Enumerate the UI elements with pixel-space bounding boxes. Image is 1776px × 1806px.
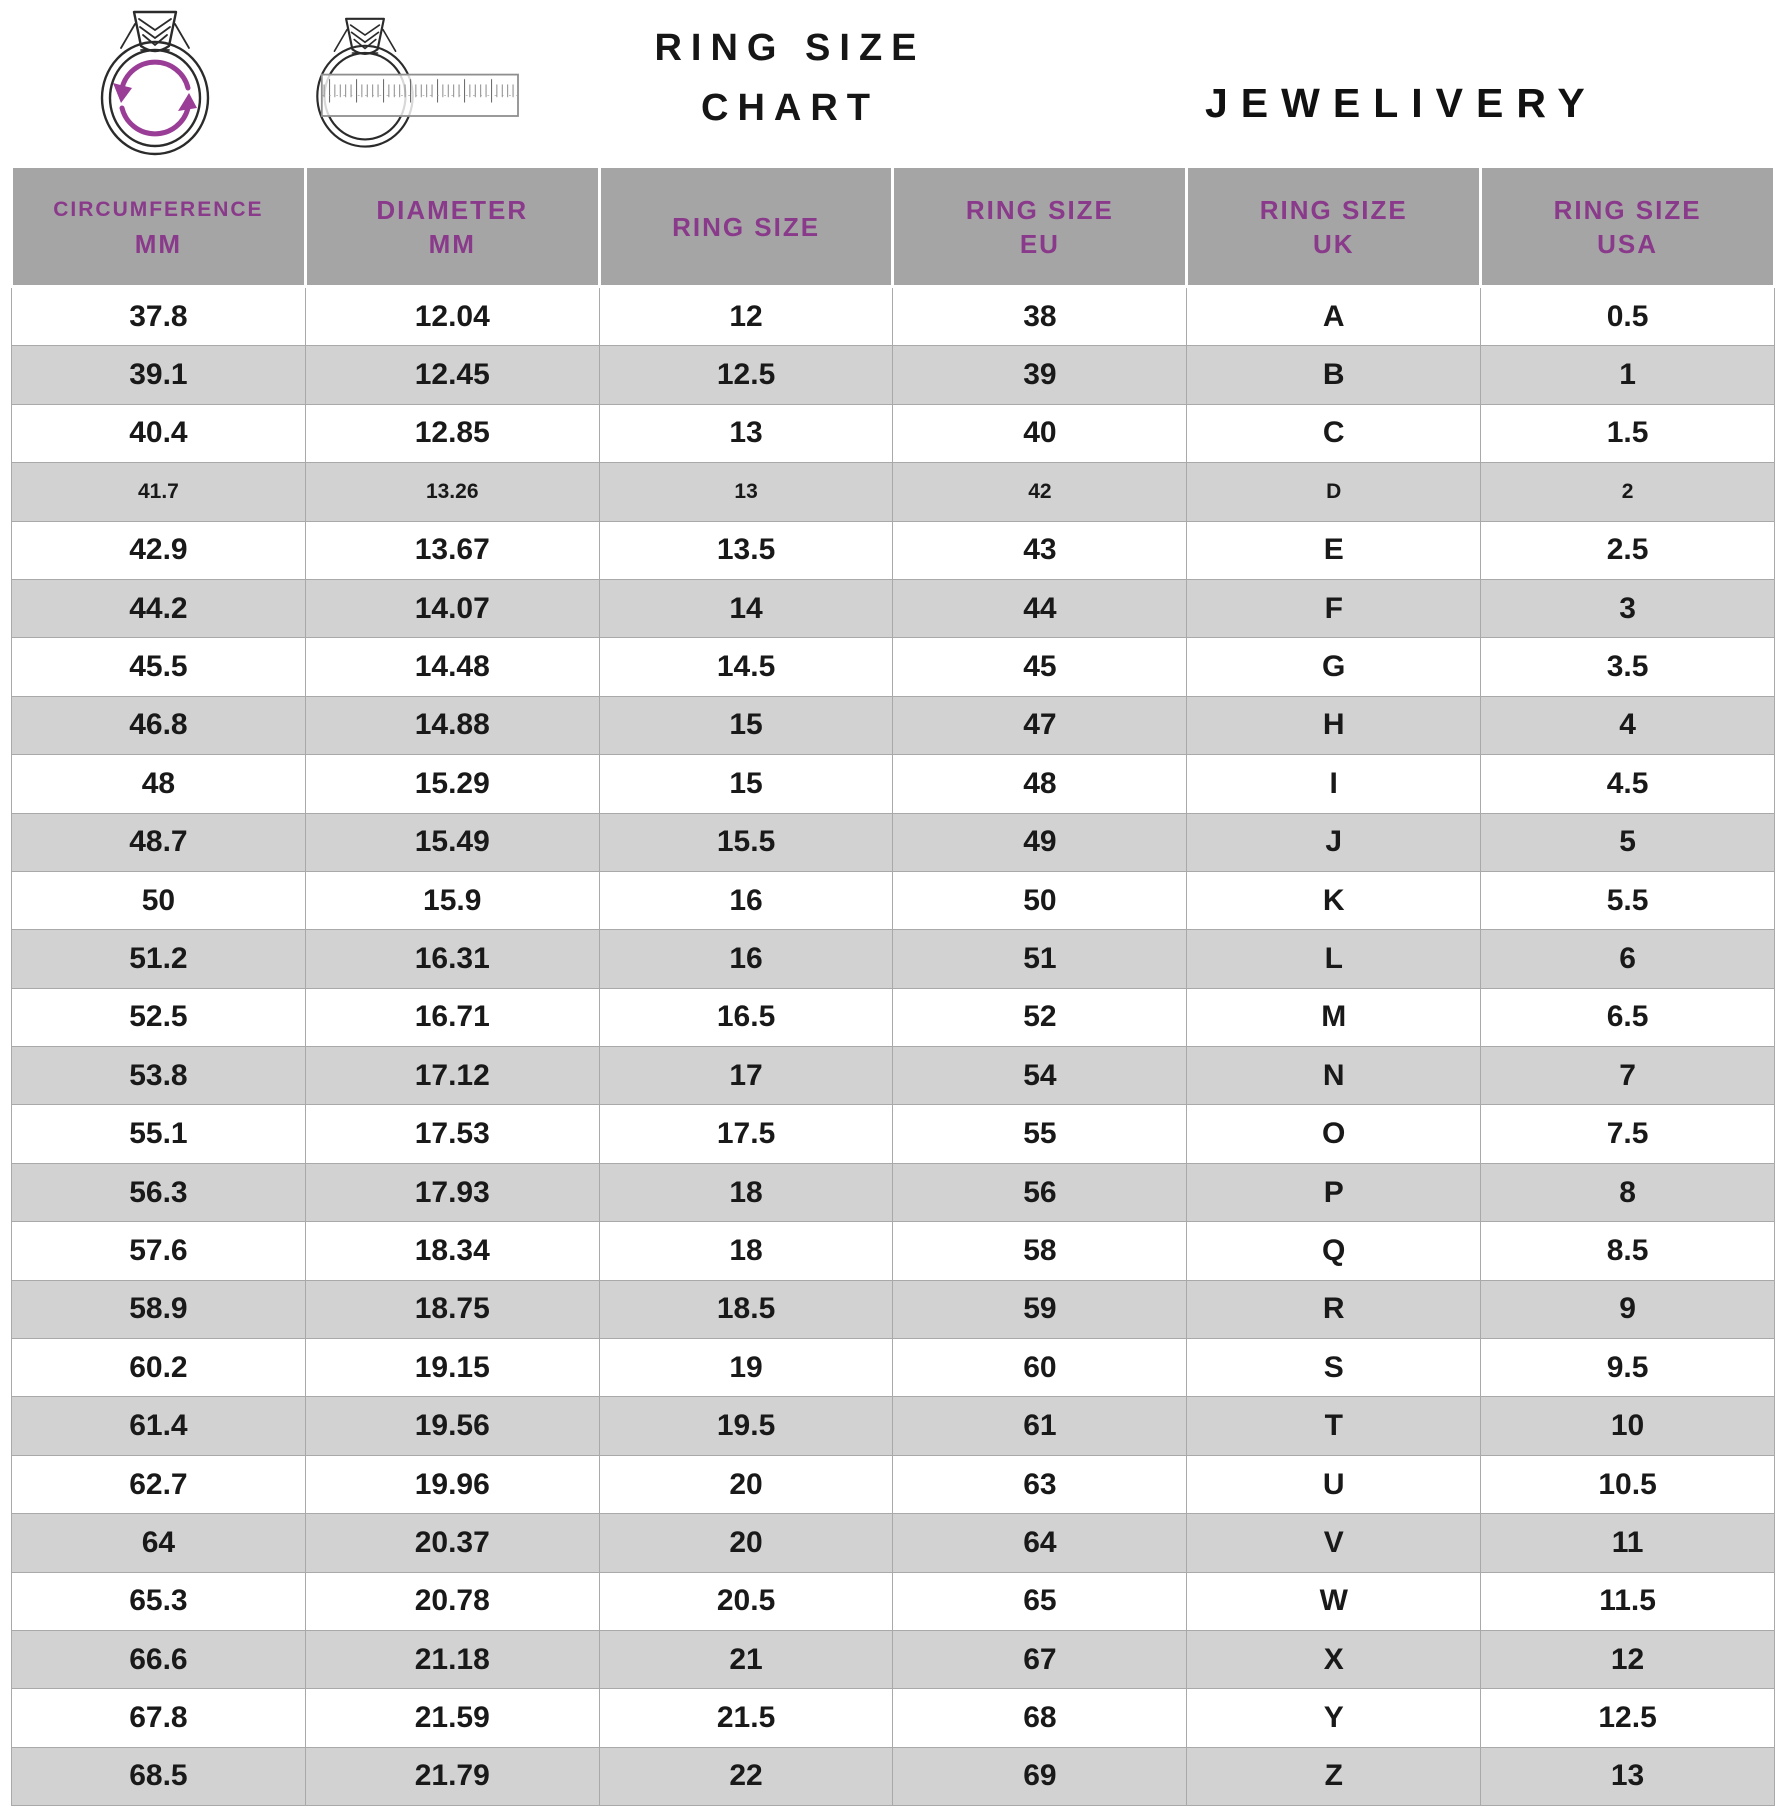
table-cell: 8.5 [1481, 1222, 1775, 1280]
table-cell: 52 [893, 988, 1187, 1046]
table-cell: E [1187, 521, 1481, 579]
table-cell: 5 [1481, 813, 1775, 871]
page-title [560, 18, 1020, 138]
table-cell: 1.5 [1481, 404, 1775, 462]
table-cell: 55 [893, 1105, 1187, 1163]
table-cell: 19.56 [305, 1397, 599, 1455]
brand-logo: JEWELIVERY [1205, 80, 1598, 126]
table-cell: 15.5 [599, 813, 893, 871]
table-cell: N [1187, 1047, 1481, 1105]
table-cell: 9.5 [1481, 1339, 1775, 1397]
table-cell: 14 [599, 579, 893, 637]
table-row [12, 638, 1775, 696]
table-cell: 58.9 [12, 1280, 306, 1338]
table-cell: Q [1187, 1222, 1481, 1280]
ring-size-table [10, 168, 1776, 1806]
col-header-ring-size-usa: RING SIZE USA [1481, 168, 1775, 287]
table-row [12, 1572, 1775, 1630]
table-cell: 60 [893, 1339, 1187, 1397]
table-cell: D [1187, 463, 1481, 521]
table-cell: 42 [893, 463, 1187, 521]
table-cell: 12 [599, 287, 893, 346]
table-cell: 13 [599, 404, 893, 462]
table-cell: 20.5 [599, 1572, 893, 1630]
table-cell: 48 [12, 755, 306, 813]
table-cell: 1 [1481, 346, 1775, 404]
table-cell: R [1187, 1280, 1481, 1338]
table-cell: 5.5 [1481, 871, 1775, 929]
table-cell: 10 [1481, 1397, 1775, 1455]
table-cell: G [1187, 638, 1481, 696]
table-row [12, 1747, 1775, 1805]
table-row [12, 1514, 1775, 1572]
table-cell: 59 [893, 1280, 1187, 1338]
table-cell: 20.78 [305, 1572, 599, 1630]
table-cell: 14.88 [305, 696, 599, 754]
table-cell: 17.5 [599, 1105, 893, 1163]
table-cell: 16.31 [305, 930, 599, 988]
table-row [12, 988, 1775, 1046]
table-cell: 19 [599, 1339, 893, 1397]
table-cell: O [1187, 1105, 1481, 1163]
table-row [12, 1047, 1775, 1105]
table-cell: 15.29 [305, 755, 599, 813]
table-cell: S [1187, 1339, 1481, 1397]
table-cell: 13.67 [305, 521, 599, 579]
table-cell: 51.2 [12, 930, 306, 988]
table-cell: 55.1 [12, 1105, 306, 1163]
table-row [12, 1105, 1775, 1163]
table-cell: 15.49 [305, 813, 599, 871]
table-cell: K [1187, 871, 1481, 929]
table-cell: 12.04 [305, 287, 599, 346]
table-cell: 39.1 [12, 346, 306, 404]
table-cell: P [1187, 1163, 1481, 1221]
table-row [12, 1222, 1775, 1280]
top-banner [0, 0, 1776, 168]
table-cell: F [1187, 579, 1481, 637]
table-cell: 54 [893, 1047, 1187, 1105]
table-cell: 13.26 [305, 463, 599, 521]
table-cell: A [1187, 287, 1481, 346]
table-cell: 65.3 [12, 1572, 306, 1630]
table-cell: 52.5 [12, 988, 306, 1046]
table-cell: 68 [893, 1689, 1187, 1747]
table-row [12, 1455, 1775, 1513]
table-cell: 50 [893, 871, 1187, 929]
table-row [12, 1280, 1775, 1338]
table-cell: 16 [599, 871, 893, 929]
table-cell: 42.9 [12, 521, 306, 579]
table-cell: 21.18 [305, 1630, 599, 1688]
table-row [12, 1397, 1775, 1455]
table-row [12, 521, 1775, 579]
table-cell: 47 [893, 696, 1187, 754]
page-title-line2: CHART [701, 87, 879, 129]
table-cell: 45 [893, 638, 1187, 696]
table-cell: 22 [599, 1747, 893, 1805]
table-cell: 14.48 [305, 638, 599, 696]
table-cell: 3.5 [1481, 638, 1775, 696]
table-cell: 39 [893, 346, 1187, 404]
table-cell: 15.9 [305, 871, 599, 929]
table-cell: 14.07 [305, 579, 599, 637]
table-cell: M [1187, 988, 1481, 1046]
table-row [12, 1689, 1775, 1747]
table-cell: 4.5 [1481, 755, 1775, 813]
page-title-line1: RING SIZE [654, 27, 926, 69]
table-cell: 3 [1481, 579, 1775, 637]
table-cell: 56.3 [12, 1163, 306, 1221]
table-cell: 8 [1481, 1163, 1775, 1221]
table-row [12, 1630, 1775, 1688]
col-header-circumference-mm: CIRCUMFERENCE MM [12, 168, 306, 287]
table-cell: 13 [599, 463, 893, 521]
table-cell: 17.93 [305, 1163, 599, 1221]
table-cell: 12.5 [599, 346, 893, 404]
table-cell: 20 [599, 1455, 893, 1513]
table-cell: 11.5 [1481, 1572, 1775, 1630]
table-cell: B [1187, 346, 1481, 404]
table-cell: 21.59 [305, 1689, 599, 1747]
table-cell: 19.5 [599, 1397, 893, 1455]
table-cell: 4 [1481, 696, 1775, 754]
table-row [12, 871, 1775, 929]
table-cell: 57.6 [12, 1222, 306, 1280]
table-cell: 11 [1481, 1514, 1775, 1572]
table-cell: 58 [893, 1222, 1187, 1280]
table-cell: 12.5 [1481, 1689, 1775, 1747]
table-cell: 18.34 [305, 1222, 599, 1280]
table-cell: 13 [1481, 1747, 1775, 1805]
table-cell: 16 [599, 930, 893, 988]
table-cell: C [1187, 404, 1481, 462]
table-cell: 48.7 [12, 813, 306, 871]
table-row [12, 1339, 1775, 1397]
table-cell: 12 [1481, 1630, 1775, 1688]
table-cell: 40.4 [12, 404, 306, 462]
table-cell: 67.8 [12, 1689, 306, 1747]
table-header [12, 168, 1775, 287]
table-cell: 18 [599, 1222, 893, 1280]
table-cell: 64 [12, 1514, 306, 1572]
table-cell: 16.5 [599, 988, 893, 1046]
table-cell: 45.5 [12, 638, 306, 696]
table-cell: L [1187, 930, 1481, 988]
col-header-ring-size-eu: RING SIZE EU [893, 168, 1187, 287]
table-cell: 56 [893, 1163, 1187, 1221]
table-cell: Y [1187, 1689, 1481, 1747]
table-cell: Z [1187, 1747, 1481, 1805]
table-cell: 21.79 [305, 1747, 599, 1805]
table-cell: 17.12 [305, 1047, 599, 1105]
table-cell: 43 [893, 521, 1187, 579]
table-cell: I [1187, 755, 1481, 813]
table-cell: 18.75 [305, 1280, 599, 1338]
table-cell: J [1187, 813, 1481, 871]
table-cell: 7.5 [1481, 1105, 1775, 1163]
table-cell: 62.7 [12, 1455, 306, 1513]
table-cell: 53.8 [12, 1047, 306, 1105]
table-cell: 0.5 [1481, 287, 1775, 346]
table-cell: 6 [1481, 930, 1775, 988]
table-row [12, 696, 1775, 754]
table-cell: U [1187, 1455, 1481, 1513]
table-cell: 15 [599, 755, 893, 813]
table-cell: 44 [893, 579, 1187, 637]
table-cell: 18.5 [599, 1280, 893, 1338]
table-body [12, 287, 1775, 1806]
table-row [12, 404, 1775, 462]
table-cell: 21.5 [599, 1689, 893, 1747]
table-cell: 67 [893, 1630, 1187, 1688]
table-cell: 61 [893, 1397, 1187, 1455]
table-row [12, 813, 1775, 871]
table-cell: 7 [1481, 1047, 1775, 1105]
table-cell: 21 [599, 1630, 893, 1688]
table-cell: 9 [1481, 1280, 1775, 1338]
table-cell: H [1187, 696, 1481, 754]
table-cell: 20 [599, 1514, 893, 1572]
table-cell: 68.5 [12, 1747, 306, 1805]
table-cell: 19.96 [305, 1455, 599, 1513]
table-cell: 50 [12, 871, 306, 929]
table-cell: 12.45 [305, 346, 599, 404]
table-cell: V [1187, 1514, 1481, 1572]
table-cell: 51 [893, 930, 1187, 988]
ring-diameter-ruler-icon [275, 0, 527, 165]
table-cell: 18 [599, 1163, 893, 1221]
table-cell: 37.8 [12, 287, 306, 346]
table-cell: 15 [599, 696, 893, 754]
table-cell: 12.85 [305, 404, 599, 462]
table-row [12, 1163, 1775, 1221]
table-cell: 44.2 [12, 579, 306, 637]
ring-diameter-ruler-svg [275, 0, 527, 160]
table-row [12, 755, 1775, 813]
table-cell: 48 [893, 755, 1187, 813]
table-row [12, 463, 1775, 521]
table-cell: 13.5 [599, 521, 893, 579]
table-cell: T [1187, 1397, 1481, 1455]
table-cell: 64 [893, 1514, 1187, 1572]
table-row [12, 930, 1775, 988]
table-cell: 2.5 [1481, 521, 1775, 579]
table-cell: W [1187, 1572, 1481, 1630]
table-cell: 17.53 [305, 1105, 599, 1163]
table-cell: 14.5 [599, 638, 893, 696]
table-cell: 61.4 [12, 1397, 306, 1455]
table-cell: 66.6 [12, 1630, 306, 1688]
col-header-ring-size-uk: RING SIZE UK [1187, 168, 1481, 287]
table-cell: 17 [599, 1047, 893, 1105]
table-row [12, 579, 1775, 637]
table-cell: 60.2 [12, 1339, 306, 1397]
table-cell: 65 [893, 1572, 1187, 1630]
table-cell: 20.37 [305, 1514, 599, 1572]
table-cell: 10.5 [1481, 1455, 1775, 1513]
table-row [12, 287, 1775, 346]
table-cell: 16.71 [305, 988, 599, 1046]
table-cell: 63 [893, 1455, 1187, 1513]
table-row [12, 346, 1775, 404]
table-cell: 41.7 [12, 463, 306, 521]
ring-circumference-arrow-icon [55, 0, 255, 165]
table-cell: 2 [1481, 463, 1775, 521]
col-header-ring-size: RING SIZE [599, 168, 893, 287]
table-cell: 49 [893, 813, 1187, 871]
table-cell: X [1187, 1630, 1481, 1688]
table-cell: 6.5 [1481, 988, 1775, 1046]
table-cell: 19.15 [305, 1339, 599, 1397]
ring-circumference-arrow-svg [55, 0, 255, 160]
col-header-diameter-mm: DIAMETER MM [305, 168, 599, 287]
table-cell: 40 [893, 404, 1187, 462]
table-cell: 69 [893, 1747, 1187, 1805]
table-cell: 38 [893, 287, 1187, 346]
table-cell: 46.8 [12, 696, 306, 754]
